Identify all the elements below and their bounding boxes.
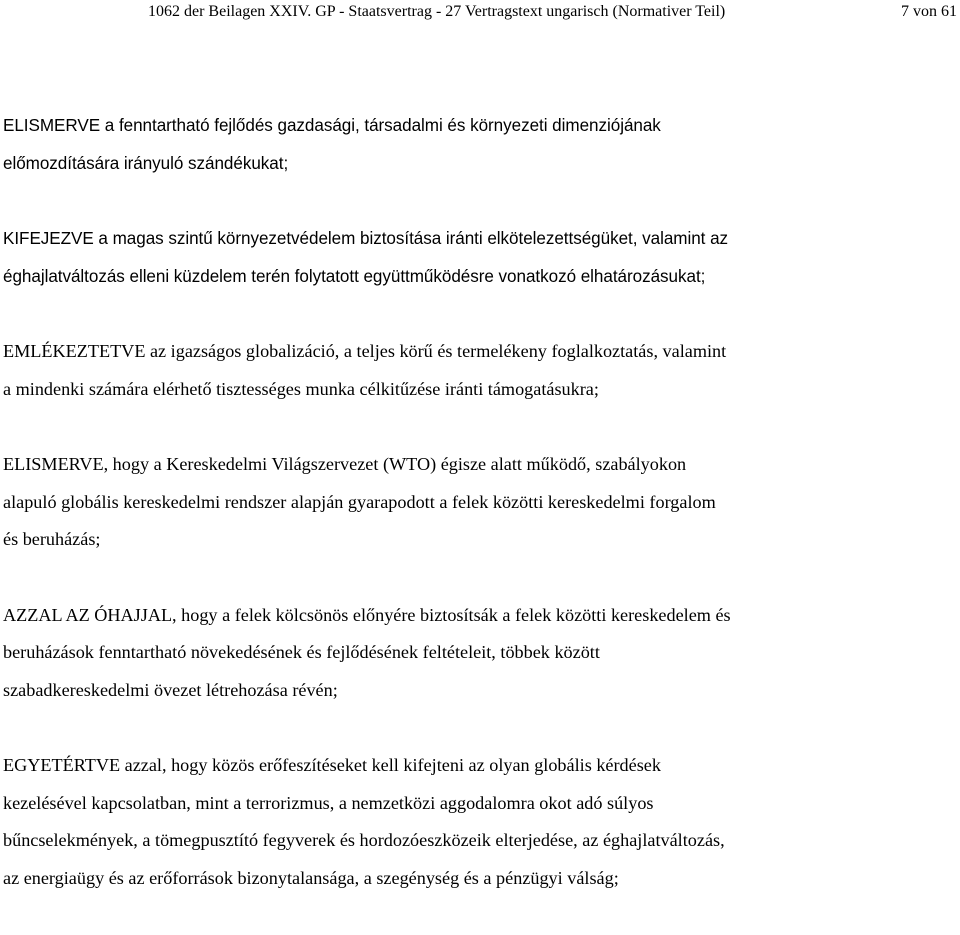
paragraph-egyetertve <box>3 747 943 897</box>
paragraph-line: ELISMERVE a fenntartható fejlődés gazdasági, társadalmi és környezeti dimenziójának <box>3 116 661 135</box>
paragraph-line: a mindenki számára elérhető tisztességes munka célkitűzése iránti támogatásukra; <box>3 378 599 399</box>
paragraph-line: AZZAL AZ ÓHAJJAL, hogy a felek kölcsönös előnyére biztosítsák a felek közötti kereskedelem és <box>3 604 731 625</box>
paragraph-elismerve-wto <box>3 446 943 559</box>
paragraph-emlekeztetve <box>3 333 943 408</box>
document-body <box>3 107 943 935</box>
paragraph-elismerve-fenntarthato <box>3 107 943 182</box>
paragraph-line: szabadkereskedelmi övezet létrehozása révén; <box>3 679 338 700</box>
paragraph-line: kezelésével kapcsolatban, mint a terrorizmus, a nemzetközi aggodalomra okot adó súlyos <box>3 792 654 813</box>
paragraph-line: alapuló globális kereskedelmi rendszer alapján gyarapodott a felek közötti kereskedelmi forgalom <box>3 491 716 512</box>
paragraph-line: bűncselekmények, a tömegpusztító fegyverek és hordozóeszközeik elterjedése, az éghajlatváltozás, <box>3 830 725 850</box>
paragraph-kifejezve <box>3 220 943 295</box>
paragraph-line: az energiaügy és az erőforrások bizonytalansága, a szegénység és a pénzügyi válság; <box>3 867 619 888</box>
page-number: 7 von 61 <box>901 3 957 20</box>
paragraph-line: és beruházás; <box>3 529 101 549</box>
paragraph-line: beruházások fenntartható növekedésének és fejlődésének feltételeit, többek között <box>3 642 600 662</box>
paragraph-line: éghajlatváltozás elleni küzdelem terén folytatott együttműködésre vonatkozó elhatározásukat; <box>3 266 706 286</box>
paragraph-line: előmozdítására irányuló szándékukat; <box>3 153 289 173</box>
paragraph-line: EMLÉKEZTETVE az igazságos globalizáció, a teljes körű és termelékeny foglalkoztatás, valamint <box>3 341 727 361</box>
header-title: 1062 der Beilagen XXIV. GP - Staatsvertrag - 27 Vertragstext ungarisch (Normativer Teil) <box>148 3 726 20</box>
paragraph-azzal-az-ohajjal <box>3 597 943 710</box>
page-header <box>148 2 960 26</box>
paragraph-line: ELISMERVE, hogy a Kereskedelmi Világszervezet (WTO) égisze alatt működő, szabályokon <box>3 454 687 474</box>
paragraph-line: KIFEJEZVE a magas szintű környezetvédelem biztosítása iránti elkötelezettségüket, valamint az <box>3 229 729 248</box>
paragraph-line: EGYETÉRTVE azzal, hogy közös erőfeszítéseket kell kifejteni az olyan globális kérdések <box>3 755 661 775</box>
